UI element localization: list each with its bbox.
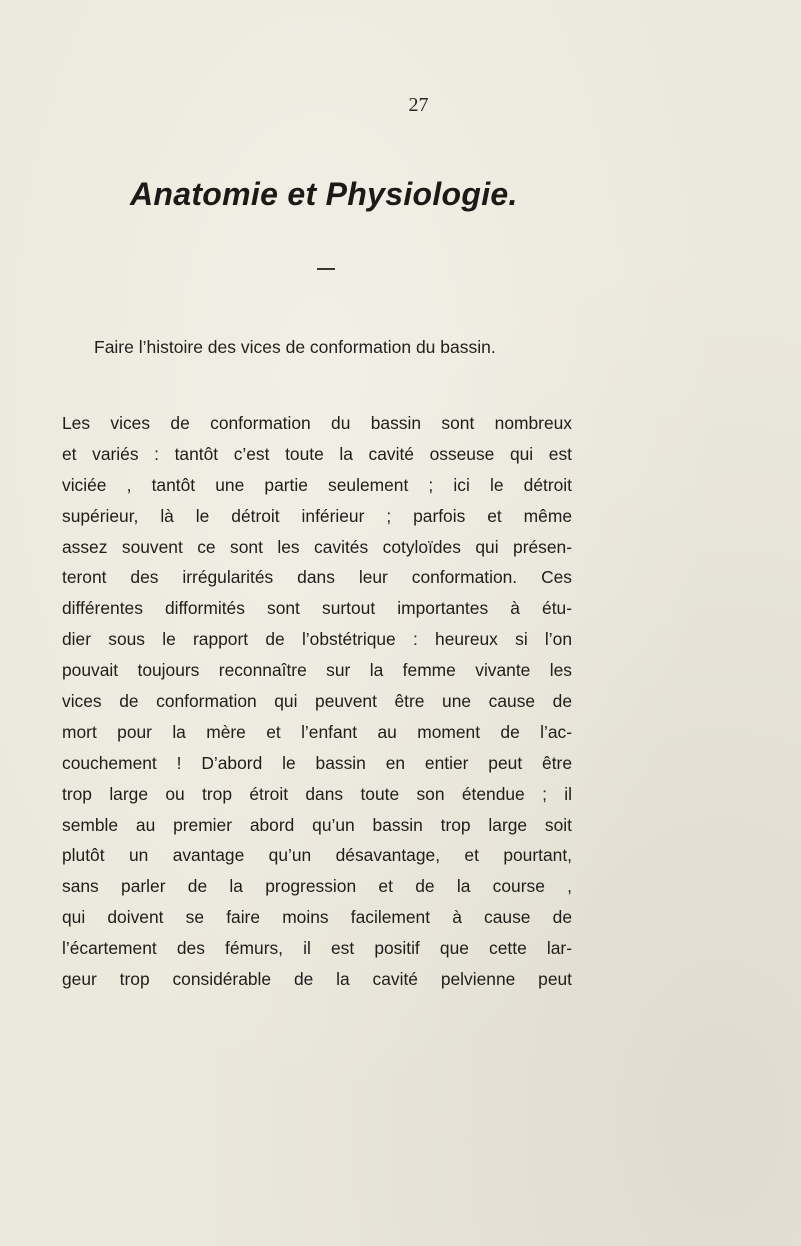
- body-line: semble au premier abord qu’un bassin trop large soit: [62, 814, 572, 835]
- body-line: qui doivent se faire moins facilement à cause de: [62, 907, 572, 928]
- body-line: sans parler de la progression et de la course ,: [62, 876, 572, 897]
- body-line: et variés : tantôt c’est toute la cavité osseuse qui est: [62, 443, 572, 464]
- body-line: dier sous le rapport de l’obstétrique : heureux si l’on: [62, 629, 572, 650]
- body-line: Les vices de conformation du bassin sont nombreux: [62, 413, 572, 433]
- body-line: mort pour la mère et l’enfant au moment de l’ac-: [62, 721, 572, 742]
- body-line: plutôt un avantage qu’un désavantage, et pourtant,: [62, 845, 572, 866]
- body-line: assez souvent ce sont les cavités cotyloïdes qui présen-: [62, 536, 572, 557]
- body-line: supérieur, là le détroit inférieur ; parfois et même: [62, 505, 572, 526]
- body-line: vices de conformation qui peuvent être une cause de: [62, 691, 572, 712]
- page-number: 27: [408, 94, 429, 116]
- chapter-title: Anatomie et Physiologie.: [130, 176, 518, 212]
- title-rule: [317, 268, 335, 270]
- body-paragraph: [62, 408, 572, 995]
- body-line: geur trop considérable de la cavité pelvienne peut: [62, 969, 572, 990]
- body-line: teront des irrégularités dans leur conformation. Ces: [62, 567, 572, 588]
- body-line: pouvait toujours reconnaître sur la femme vivante les: [62, 660, 572, 681]
- body-line: viciée , tantôt une partie seulement ; ici le détroit: [62, 474, 572, 495]
- body-line: l’écartement des fémurs, il est positif que cette lar-: [62, 938, 572, 959]
- subject-line: Faire l’histoire des vices de conformation du bassin.: [94, 337, 496, 357]
- body-line: couchement ! D’abord le bassin en entier peut être: [62, 752, 572, 773]
- body-line: différentes difformités sont surtout importantes à étu-: [62, 598, 572, 619]
- body-line: trop large ou trop étroit dans toute son étendue ; il: [62, 783, 572, 804]
